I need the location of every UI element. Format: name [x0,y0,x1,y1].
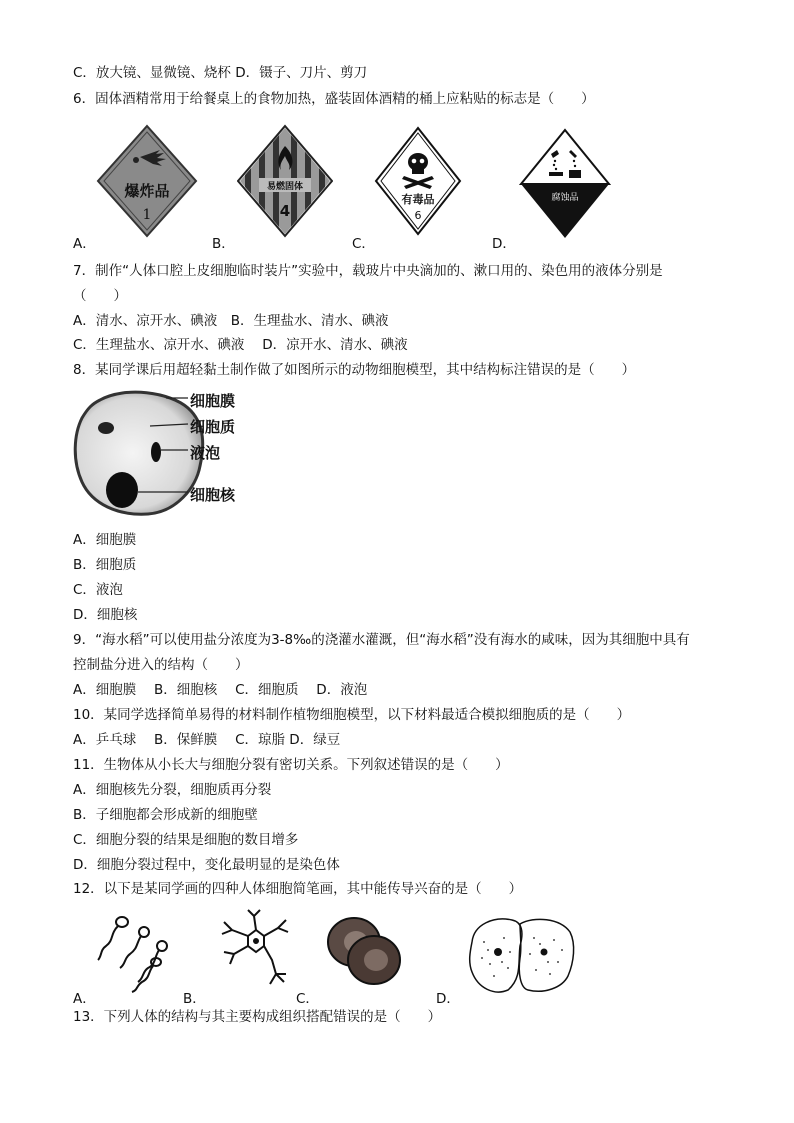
q8-option-a: A．细胞膜 [73,532,137,548]
q11-option-a: A．细胞核先分裂，细胞质再分裂 [73,782,272,798]
q10-stem: 10．某同学选择简单易得的材料制作植物细胞模型，以下材料最适合模拟细胞质的是（ ） [73,707,631,723]
q9-options: A．细胞膜 B．细胞核 C．细胞质 D．液泡 [73,682,368,698]
q9-stem-line1: 9．“海水稻”可以使用盐分浓度为3-8‰的浇灌水灌溉，但“海水稻”没有海水的咸味，因为其细胞中具有 [73,632,690,648]
flammable-solid-sign-icon [237,124,333,238]
fig-label-cytoplasm: 细胞质 [190,418,236,436]
q10-options: A．乒乓球 B．保鲜膜 C．琼脂 D．绿豆 [73,732,341,748]
red-blood-cells-icon [322,910,406,990]
fig-label-nucleus: 细胞核 [190,486,236,504]
q7-options-cd: C．生理盐水、凉开水、碘液 D．凉开水、清水、碘液 [73,337,408,353]
q6-stem: 6．固体酒精常用于给餐桌上的食物加热，盛装固体酒精的桶上应粘贴的标志是（ ） [73,91,595,107]
q5-option-cd: C．放大镜、显微镜、烧杯 D．镊子、刀片、剪刀 [73,65,368,81]
q11-option-b: B．子细胞都会形成新的细胞壁 [73,807,258,823]
sign-c-number: 6 [414,209,422,222]
q8-option-b: B．细胞质 [73,557,137,573]
q8-stem: 8．某同学课后用超轻黏土制作做了如图所示的动物细胞模型，其中结构标注错误的是（ ） [73,362,636,378]
q12-label-b: B． [183,991,206,1007]
q7-blank: （ ） [73,288,127,304]
fig-label-membrane: 细胞膜 [190,392,236,410]
q6-label-a: A． [73,236,96,252]
q6-label-d: D． [492,236,516,252]
sign-a-number: 1 [142,207,152,223]
q12-stem: 12．以下是某同学画的四种人体细胞简笔画，其中能传导兴奋的是（ ） [73,881,523,897]
sign-b-number: 4 [279,202,291,220]
q13-stem: 13．下列人体的结构与其主要构成组织搭配错误的是（ ） [73,1009,442,1025]
sign-a-text: 爆炸品 [124,182,170,200]
sperm-cells-icon [92,908,174,994]
sign-d-text: 腐蚀品 [551,193,579,203]
toxic-sign-icon [374,126,462,236]
q6-label-b: B． [212,236,235,252]
sign-c-text: 有毒品 [401,193,435,206]
q9-stem-line2: 控制盐分进入的结构（ ） [73,657,249,673]
corrosive-sign-icon [519,128,611,240]
q11-stem: 11．生物体从小长大与细胞分裂有密切关系。下列叙述错误的是（ ） [73,757,509,773]
q8-option-c: C．液泡 [73,582,123,598]
q6-label-c: C． [352,236,375,252]
sign-b-text: 易燃固体 [266,182,304,192]
q8-option-d: D．细胞核 [73,607,138,623]
epithelial-cells-icon [464,912,578,998]
q7-options-ab: A．清水、凉开水、碘液 B．生理盐水、清水、碘液 [73,313,389,329]
fig-label-vacuole: 液泡 [190,444,221,462]
q7-stem: 7．制作“人体口腔上皮细胞临时装片”实验中，载玻片中央滴加的、漱口用的、染色用的液体分别是 [73,263,663,279]
neuron-cell-icon [214,908,298,990]
q12-label-a: A． [73,991,96,1007]
q12-label-d: D． [436,991,460,1007]
q12-label-c: C． [296,991,319,1007]
q11-option-c: C．细胞分裂的结果是细胞的数目增多 [73,832,299,848]
q11-option-d: D．细胞分裂过程中，变化最明显的是染色体 [73,857,340,873]
explosive-sign-icon [96,124,198,238]
